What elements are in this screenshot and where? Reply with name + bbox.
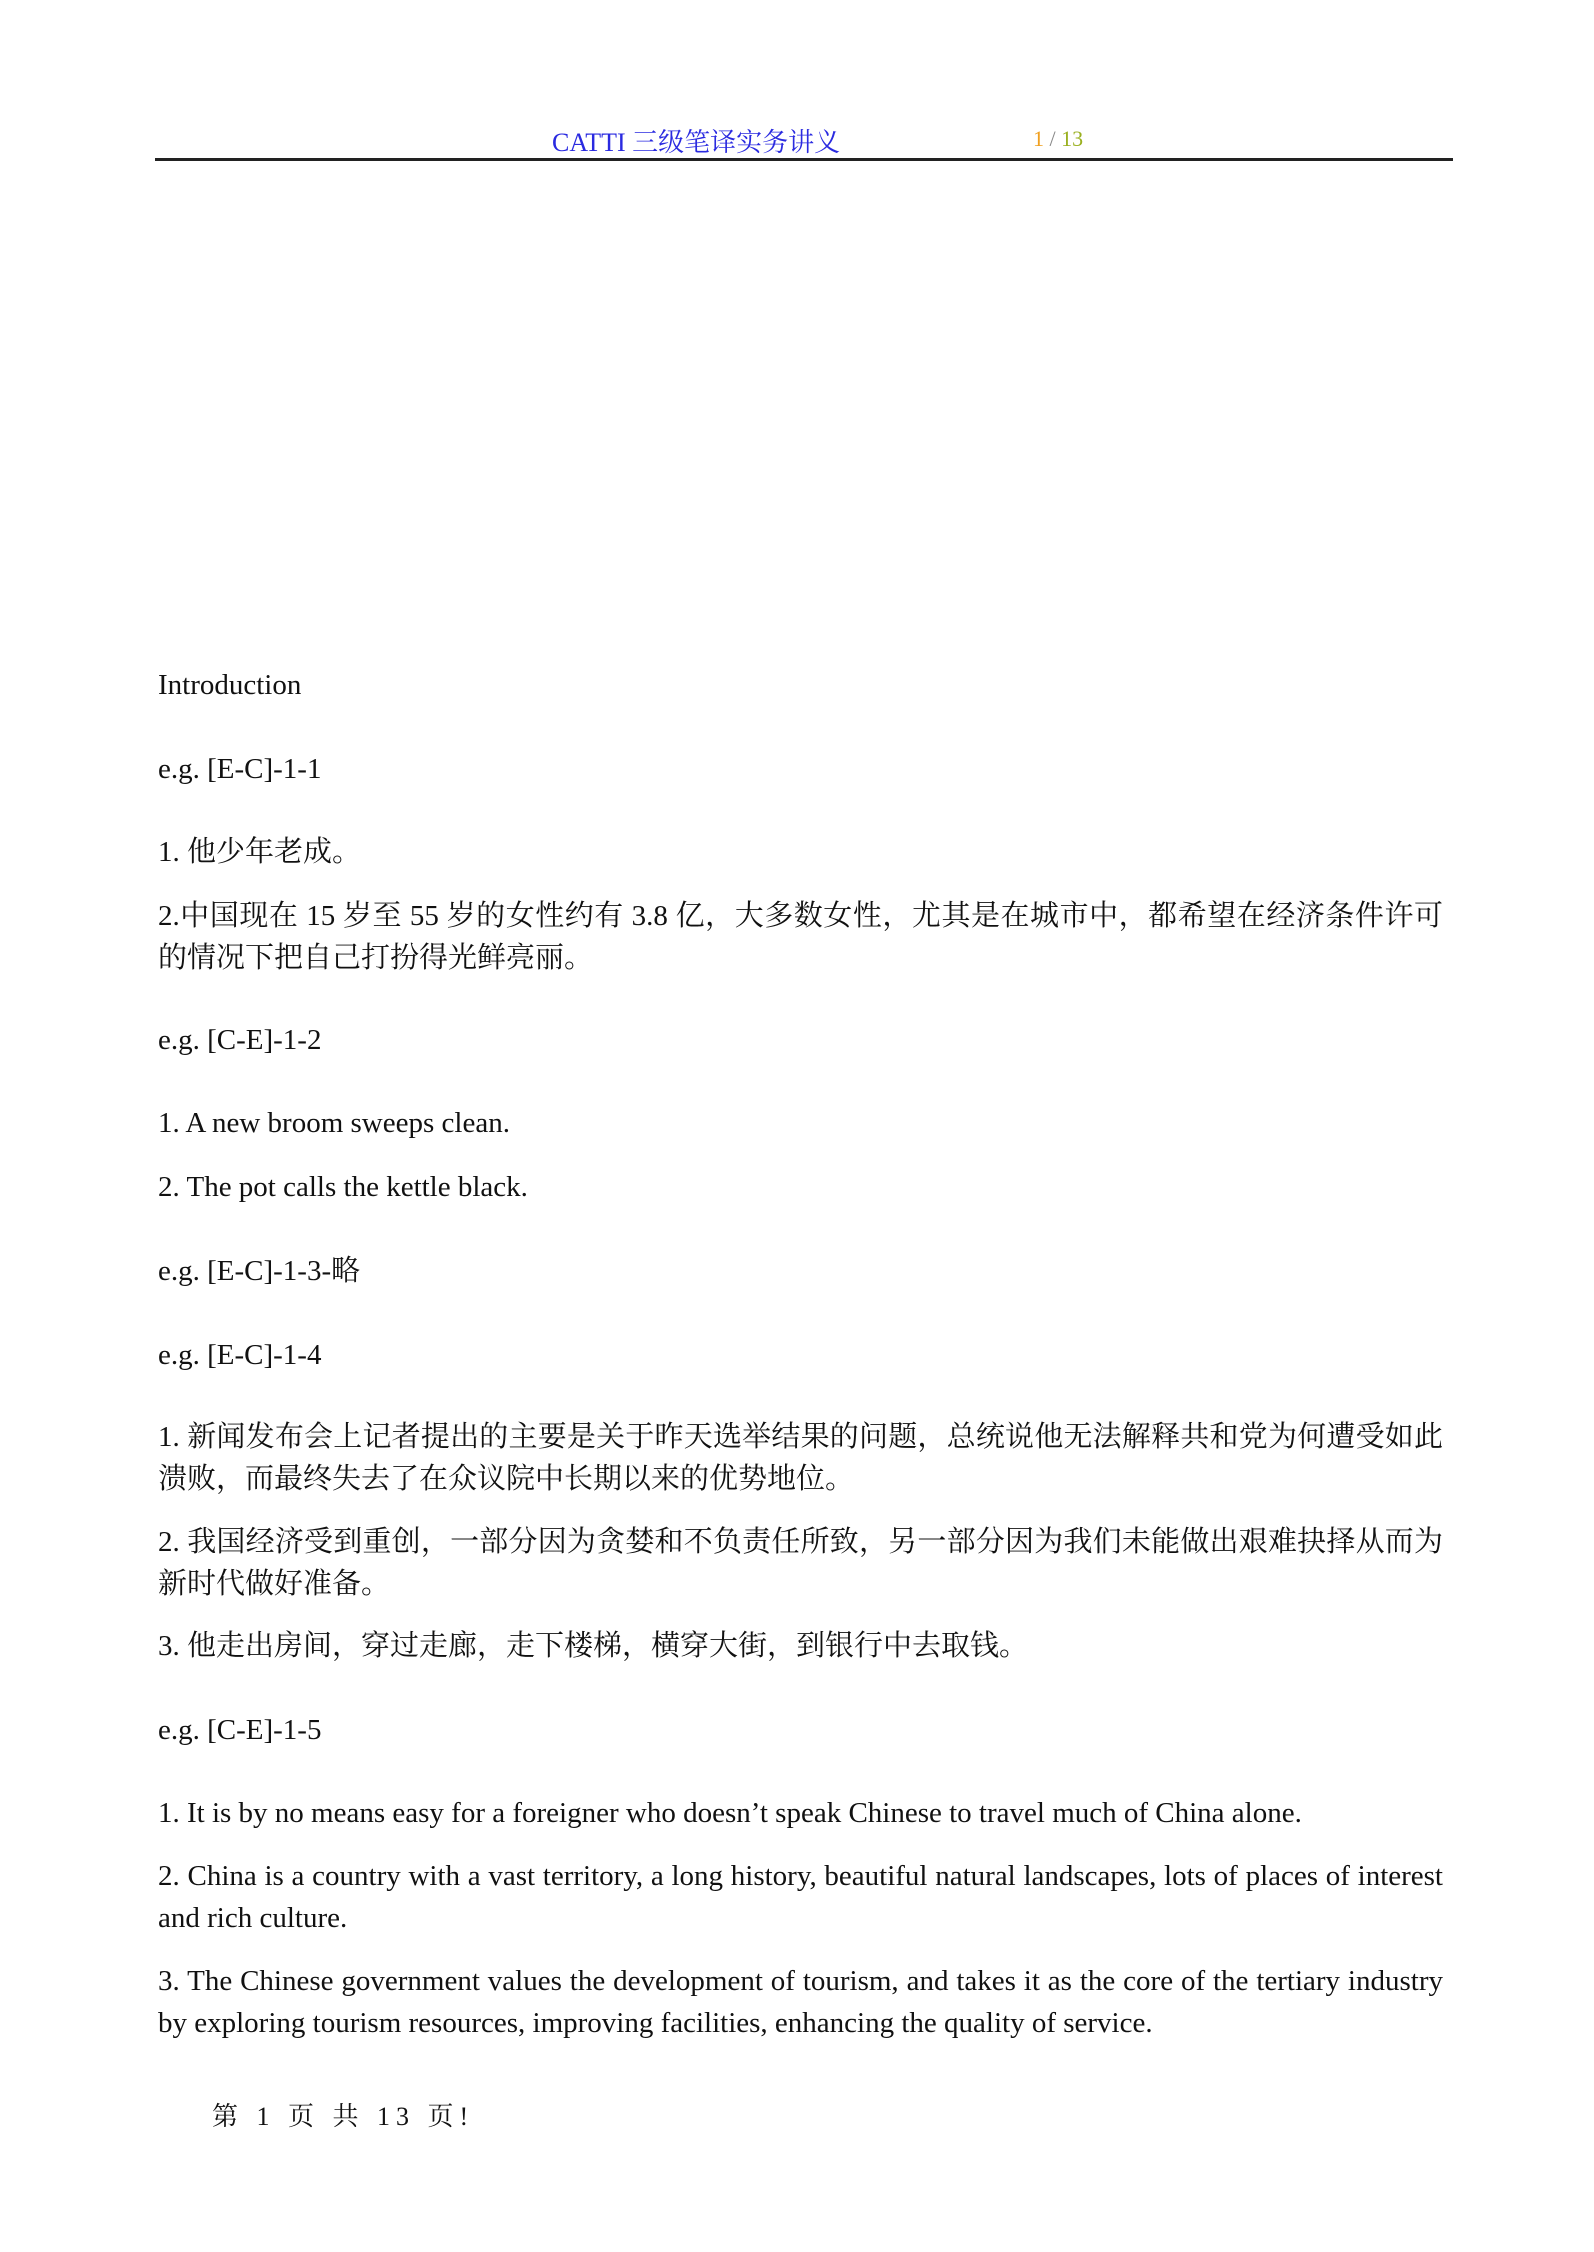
example-label: e.g. [E-C]-1-1 <box>158 753 322 785</box>
paragraph: 1. 他少年老成。 <box>158 836 362 868</box>
paragraph: 1. A new broom sweeps clean. <box>158 1107 510 1139</box>
page-current: 1 <box>1033 126 1044 151</box>
paragraph: 1. 新闻发布会上记者提出的主要是关于昨天选举结果的问题，总统说他无法解释共和党为何遭受如此溃败，而最终失去了在众议院中长期以来的优势地位。 <box>158 1421 1443 1495</box>
header-rule <box>155 158 1453 161</box>
example-label: e.g. [C-E]-1-2 <box>158 1024 322 1056</box>
document-title: CATTI 三级笔译实务讲义 <box>552 128 841 157</box>
section-heading: Introduction <box>158 669 302 701</box>
example-label: e.g. [E-C]-1-4 <box>158 1339 322 1371</box>
page-header <box>0 120 1594 160</box>
example-label: e.g. [C-E]-1-5 <box>158 1714 322 1746</box>
page-indicator <box>1033 126 1083 152</box>
paragraph: 2.中国现在 15 岁至 55 岁的女性约有 3.8 亿，大多数女性，尤其是在城市中，都希望在经济条件许可的情况下把自己打扮得光鲜亮丽。 <box>158 900 1443 974</box>
paragraph: 2. China is a country with a vast territory, a long history, beautiful natural landscapes, lots of places of interest and rich culture. <box>158 1860 1443 1934</box>
paragraph: 3. The Chinese government values the development of tourism, and takes it as the core of the tertiary industry by exploring tourism resources, improving facilities, enhancing the quality of service. <box>158 1965 1443 2039</box>
page-separator: / <box>1044 126 1062 151</box>
page-total: 13 <box>1061 126 1084 151</box>
page-footer: 第 1 页 共 13 页! <box>212 2102 475 2131</box>
paragraph: 1. It is by no means easy for a foreigner who doesn’t speak Chinese to travel much of China alone. <box>158 1797 1302 1829</box>
paragraph: 2. The pot calls the kettle black. <box>158 1171 528 1203</box>
paragraph: 3. 他走出房间，穿过走廊，走下楼梯，横穿大街，到银行中去取钱。 <box>158 1630 1029 1662</box>
paragraph: 2. 我国经济受到重创，一部分因为贪婪和不负责任所致，另一部分因为我们未能做出艰难抉择从而为新时代做好准备。 <box>158 1526 1443 1600</box>
example-label: e.g. [E-C]-1-3-略 <box>158 1255 361 1287</box>
